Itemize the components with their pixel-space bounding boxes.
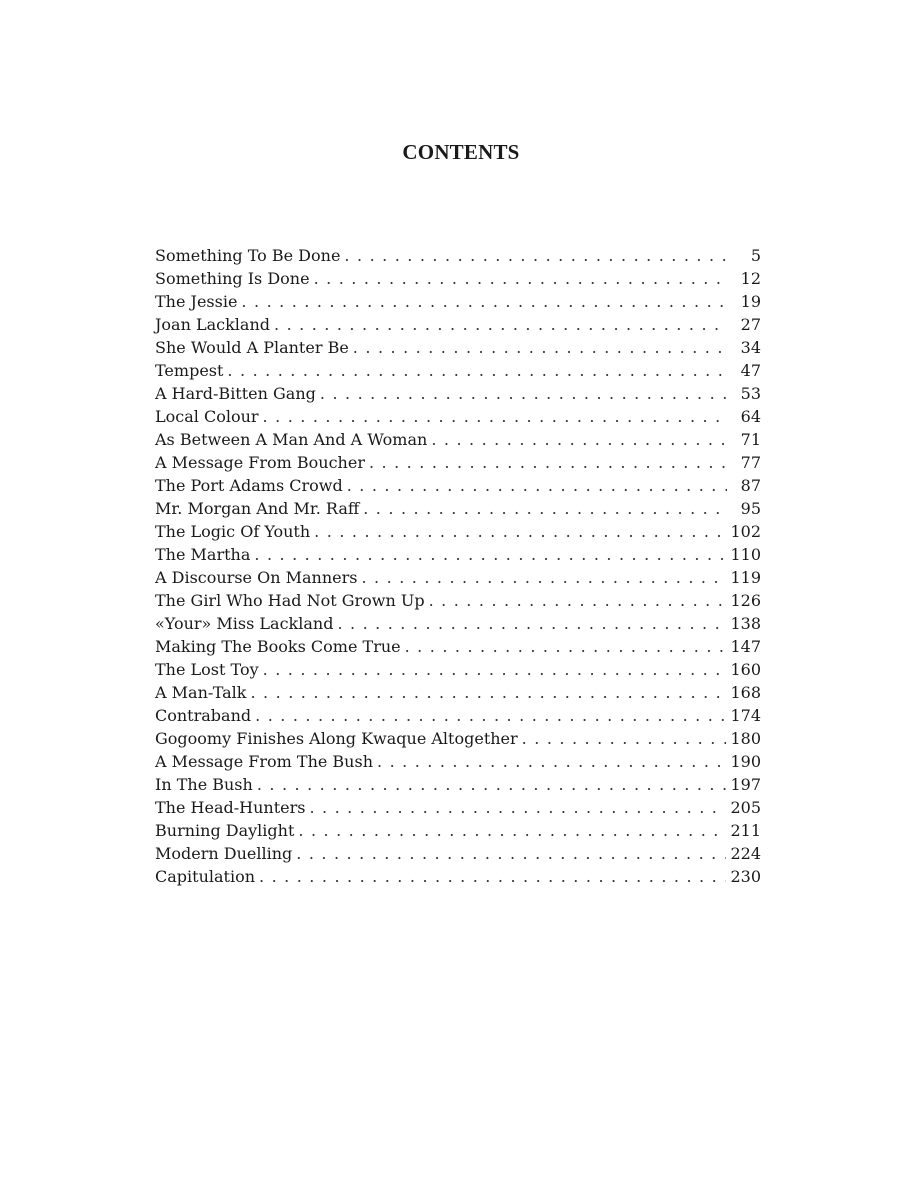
dot-leader	[344, 244, 727, 267]
dot-leader	[522, 727, 727, 750]
dot-leader	[353, 336, 727, 359]
toc-entry-title: Joan Lackland	[155, 315, 270, 334]
toc-entry[interactable]	[155, 244, 761, 267]
toc-entry[interactable]	[155, 635, 761, 658]
toc-entry-page-number: 110	[730, 545, 761, 564]
toc-entry-title: A Message From Boucher	[155, 453, 365, 472]
toc-entry[interactable]	[155, 451, 761, 474]
toc-entry-page-number: 34	[740, 338, 761, 357]
toc-entry[interactable]	[155, 865, 761, 888]
toc-entry[interactable]	[155, 750, 761, 773]
toc-entry-page-number: 230	[730, 867, 761, 886]
toc-entry-title: The Lost Toy	[155, 660, 259, 679]
dot-leader	[255, 704, 726, 727]
dot-leader	[377, 750, 726, 773]
toc-entry-title: A Hard-Bitten Gang	[155, 384, 316, 403]
toc-entry-page-number: 205	[730, 798, 761, 817]
toc-entry[interactable]	[155, 474, 761, 497]
toc-entry-title: A Man-Talk	[155, 683, 247, 702]
dot-leader	[361, 566, 726, 589]
toc-entry[interactable]	[155, 589, 761, 612]
toc-entry-page-number: 19	[740, 292, 761, 311]
toc-entry-page-number: 211	[730, 821, 761, 840]
toc-entry[interactable]	[155, 382, 761, 405]
dot-leader	[405, 635, 727, 658]
toc-entry-page-number: 102	[730, 522, 761, 541]
dot-leader	[309, 796, 726, 819]
dot-leader	[347, 474, 727, 497]
toc-entry-page-number: 77	[740, 453, 761, 472]
dot-leader	[254, 543, 726, 566]
dot-leader	[259, 865, 726, 888]
toc-entry-title: Local Colour	[155, 407, 259, 426]
toc-entry-page-number: 126	[730, 591, 761, 610]
toc-entry[interactable]	[155, 681, 761, 704]
toc-entry-title: She Would A Planter Be	[155, 338, 349, 357]
toc-entry[interactable]	[155, 727, 761, 750]
dot-leader	[274, 313, 727, 336]
toc-entry[interactable]	[155, 842, 761, 865]
toc-entry[interactable]	[155, 543, 761, 566]
toc-entry-page-number: 53	[740, 384, 761, 403]
toc-entry-page-number: 190	[730, 752, 761, 771]
dot-leader	[363, 497, 727, 520]
toc-entry[interactable]	[155, 773, 761, 796]
toc-entry[interactable]	[155, 704, 761, 727]
toc-entry-page-number: 12	[740, 269, 761, 288]
dot-leader	[369, 451, 727, 474]
toc-entry-page-number: 224	[730, 844, 761, 863]
toc-entry[interactable]	[155, 566, 761, 589]
toc-entry-page-number: 47	[740, 361, 761, 380]
dot-leader	[250, 681, 726, 704]
dot-leader	[263, 405, 727, 428]
toc-entry-title: The Port Adams Crowd	[155, 476, 343, 495]
dot-leader	[314, 267, 727, 290]
toc-entry-page-number: 27	[740, 315, 761, 334]
toc-entry-title: As Between A Man And A Woman	[155, 430, 428, 449]
toc-entry-title: Tempest	[155, 361, 224, 380]
toc-entry-page-number: 87	[740, 476, 761, 495]
toc-entry-title: The Logic Of Youth	[155, 522, 311, 541]
page-title: CONTENTS	[402, 140, 520, 164]
toc-entry[interactable]	[155, 520, 761, 543]
dot-leader	[320, 382, 727, 405]
dot-leader	[227, 359, 727, 382]
toc-entry-title: In The Bush	[155, 775, 253, 794]
toc-entry-page-number: 64	[740, 407, 761, 426]
toc-entry[interactable]	[155, 290, 761, 313]
toc-entry-page-number: 5	[750, 246, 761, 265]
toc-entry-title: Modern Duelling	[155, 844, 293, 863]
dot-leader	[429, 589, 727, 612]
dot-leader	[296, 842, 726, 865]
toc-entry-title: Mr. Morgan And Mr. Raff	[155, 499, 360, 518]
toc-entry[interactable]	[155, 336, 761, 359]
toc-entry-page-number: 119	[730, 568, 761, 587]
toc-entry[interactable]	[155, 405, 761, 428]
toc-entry[interactable]	[155, 612, 761, 635]
toc-entry-title: Something To Be Done	[155, 246, 341, 265]
toc-entry[interactable]	[155, 796, 761, 819]
table-of-contents	[155, 244, 761, 888]
toc-entry-page-number: 168	[730, 683, 761, 702]
dot-leader	[431, 428, 727, 451]
toc-entry-title: The Jessie	[155, 292, 238, 311]
toc-entry-title: The Martha	[155, 545, 251, 564]
toc-entry[interactable]	[155, 658, 761, 681]
dot-leader	[314, 520, 726, 543]
toc-entry-title: A Message From The Bush	[155, 752, 373, 771]
toc-entry[interactable]	[155, 267, 761, 290]
toc-entry-title: «Your» Miss Lackland	[155, 614, 334, 633]
dot-leader	[298, 819, 726, 842]
toc-entry-page-number: 147	[730, 637, 761, 656]
toc-entry[interactable]	[155, 428, 761, 451]
toc-entry[interactable]	[155, 359, 761, 382]
toc-entry-page-number: 71	[740, 430, 761, 449]
toc-entry[interactable]	[155, 313, 761, 336]
toc-entry-page-number: 160	[730, 660, 761, 679]
dot-leader	[241, 290, 727, 313]
dot-leader	[257, 773, 727, 796]
toc-entry[interactable]	[155, 497, 761, 520]
toc-entry-title: A Discourse On Manners	[155, 568, 358, 587]
toc-entry-page-number: 95	[740, 499, 761, 518]
toc-entry-page-number: 138	[730, 614, 761, 633]
dot-leader	[263, 658, 727, 681]
toc-entry-page-number: 180	[730, 729, 761, 748]
toc-entry[interactable]	[155, 819, 761, 842]
toc-entry-title: Contraband	[155, 706, 252, 725]
toc-entry-title: Something Is Done	[155, 269, 310, 288]
toc-entry-title: Making The Books Come True	[155, 637, 401, 656]
toc-entry-title: The Girl Who Had Not Grown Up	[155, 591, 425, 610]
toc-entry-title: Capitulation	[155, 867, 256, 886]
toc-entry-page-number: 174	[730, 706, 761, 725]
dot-leader	[337, 612, 726, 635]
toc-entry-title: The Head-Hunters	[155, 798, 306, 817]
toc-entry-title: Gogoomy Finishes Along Kwaque Altogether	[155, 729, 518, 748]
toc-entry-page-number: 197	[730, 775, 761, 794]
toc-entry-title: Burning Daylight	[155, 821, 295, 840]
